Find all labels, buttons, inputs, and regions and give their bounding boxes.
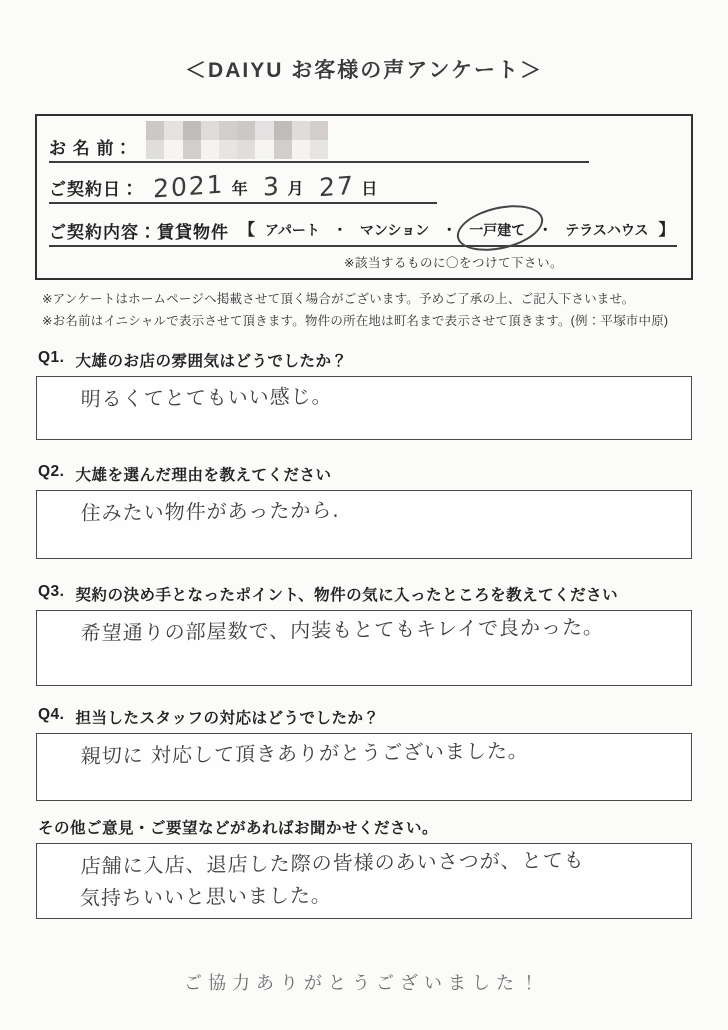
option-separator: ・ <box>538 222 553 238</box>
question-number: Q1. <box>38 349 65 366</box>
disclaimer-notes <box>42 289 704 332</box>
disclaimer-line: ※お名前はイニシャルで表示させて頂きます。物件の所在地は町名まで表示させて頂きます。(例：平塚市中原) <box>42 313 669 328</box>
question-section-other <box>36 816 692 919</box>
option-detached-house <box>469 220 525 245</box>
question-section-q1 <box>36 349 692 440</box>
option-apartment: アパート <box>265 222 320 238</box>
question-label: 大雄を選んだ理由を教えてください <box>75 467 332 484</box>
question-heading <box>38 349 690 371</box>
handwritten-day: 27 <box>318 170 355 203</box>
handwritten-year: 2021 <box>153 169 225 204</box>
answer-box <box>36 843 692 919</box>
question-heading <box>38 816 690 838</box>
question-heading <box>38 583 690 605</box>
disclaimer-line: ※アンケートはホームページへ掲載させて頂く場合がございます。予めご了承の上、ご記入下さいませ。 <box>42 292 635 306</box>
day-unit: 日 <box>361 181 379 198</box>
answer-box <box>36 610 692 686</box>
redacted-name <box>146 121 328 159</box>
circle-instruction-note: ※該当するものに〇をつけて下さい。 <box>344 256 563 270</box>
handwritten-answer: 親切に 対応して頂きありがとうございました。 <box>80 738 530 769</box>
handwritten-answer: 住みたい物件があったから. <box>80 497 341 526</box>
option-separator: ・ <box>442 222 457 238</box>
handwritten-month: 3 <box>262 171 281 202</box>
question-section-q3 <box>36 583 692 686</box>
contract-date-label: ご契約日： <box>49 180 139 199</box>
bracket-close: 】 <box>658 222 675 239</box>
name-label: お 名 前： <box>49 139 133 158</box>
option-terrace-house: テラスハウス <box>565 222 649 238</box>
question-label: 大雄のお店の雰囲気はどうでしたか？ <box>75 353 348 370</box>
year-unit: 年 <box>231 181 249 198</box>
question-number: Q4. <box>38 706 65 723</box>
question-section-q4 <box>36 706 692 801</box>
name-row <box>49 125 589 163</box>
page-title: ＜DAIYU お客様の声アンケート＞ <box>185 59 543 82</box>
month-unit: 月 <box>287 181 305 198</box>
option-mansion: マンション <box>359 222 430 238</box>
answer-box <box>36 376 692 440</box>
option-detached-house-label: 一戸建て <box>469 222 526 238</box>
contract-info-box <box>35 114 693 280</box>
handwritten-answer: 希望通りの部屋数で、内装もとてもキレイで良かった。 <box>80 614 605 646</box>
contract-type-row <box>49 207 677 247</box>
answer-box <box>36 733 692 801</box>
handwritten-answer: 店舗に入店、退店した際の皆様のあいさつが、とても気持ちいいと思いました。 <box>79 847 585 911</box>
contract-date-row <box>49 166 437 204</box>
answer-box <box>36 490 692 559</box>
question-heading <box>38 706 690 728</box>
question-section-q2 <box>36 463 692 559</box>
question-label: その他ご意見・ご要望などがあればお聞かせください。 <box>38 820 439 837</box>
option-separator: ・ <box>332 222 347 238</box>
question-label: 担当したスタッフの対応はどうでしたか？ <box>75 710 380 727</box>
contract-type-label: ご契約内容：賃貸物件 <box>49 223 229 242</box>
footer-thanks: ご協力ありがとうございました！ <box>184 973 544 993</box>
handwritten-answer: 明るくてとてもいい感じ。 <box>80 383 333 412</box>
question-number: Q3. <box>38 583 65 600</box>
question-number: Q2. <box>38 463 65 480</box>
bracket-open: 【 <box>239 222 256 239</box>
question-heading <box>38 463 690 485</box>
question-label: 契約の決め手となったポイント、物件の気に入ったところを教えてください <box>75 587 619 604</box>
